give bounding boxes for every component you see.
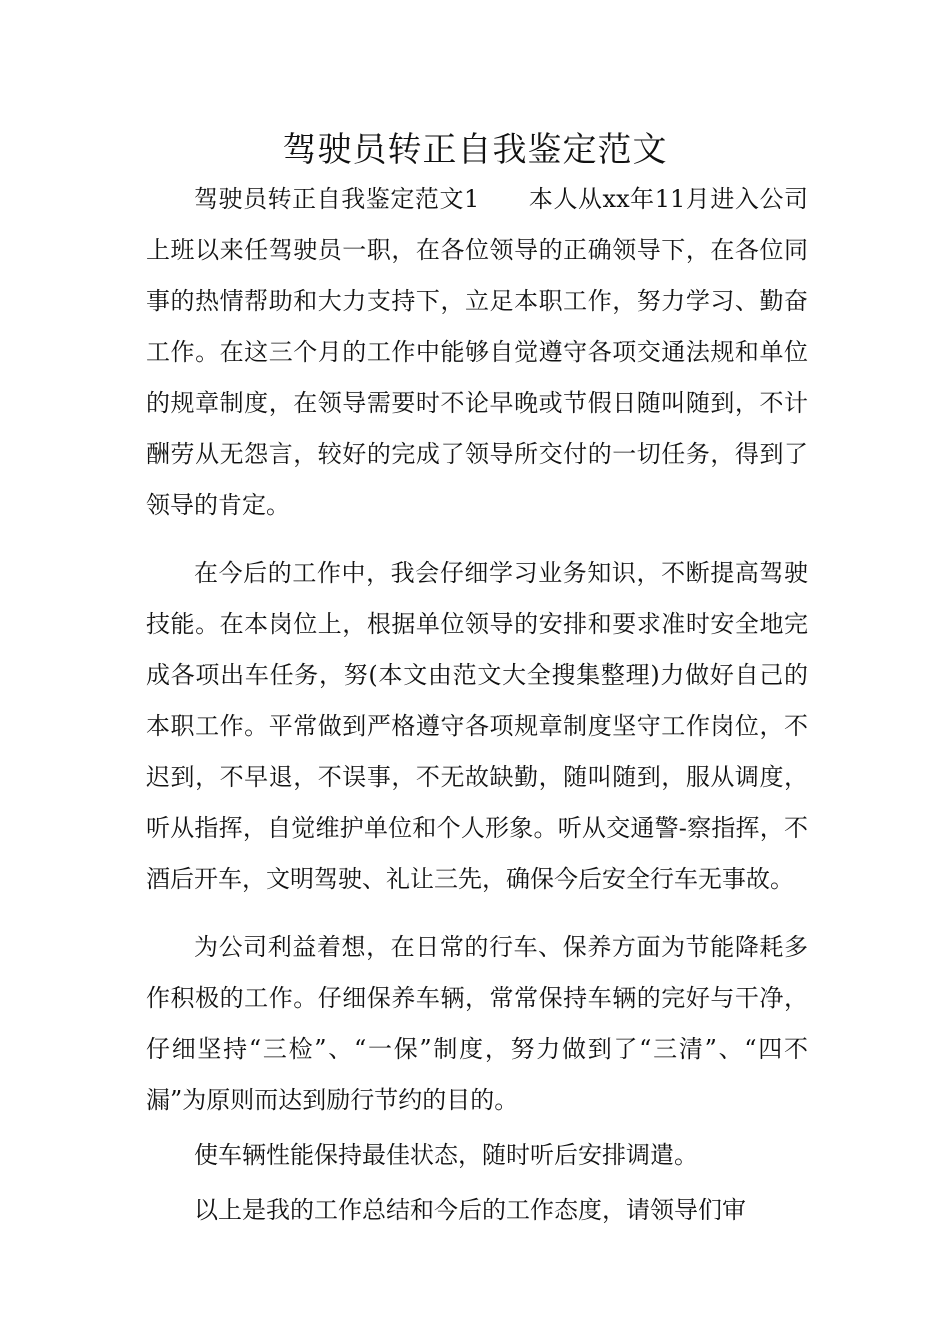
paragraph-5: 以上是我的工作总结和今后的工作态度，请领导们审	[194, 1196, 746, 1224]
document-body	[146, 174, 808, 1236]
paragraph-2: 在今后的工作中，我会仔细学习业务知识，不断提高驾驶技能。在本岗位上，根据单位领导的安排和要求准时安全地完成各项出车任务，努(本文由范文大全搜集整理)力做好自己的本职工作。平常做到严格遵守各项规章制度坚守工作岗位，不迟到，不早退，不误事，不无故缺勤，随叫随到，服从调度，听从指挥，自觉维护单位和个人形象。听从交通警-察指挥，不酒后开车，文明驾驶、礼让三先，确保今后安全行车无事故。	[146, 559, 808, 893]
paragraph-3: 为公司利益着想，在日常的行车、保养方面为节能降耗多作积极的工作。仔细保养车辆，常常保持车辆的完好与干净，仔细坚持“三检”、“一保”制度，努力做到了“三清”、“四不漏”为原则而达到励行节约的目的。	[146, 933, 808, 1114]
paragraph-4: 使车辆性能保持最佳状态，随时听后安排调遣。	[194, 1141, 698, 1169]
document-title: 驾驶员转正自我鉴定范文	[282, 130, 668, 170]
paragraph-1: 驾驶员转正自我鉴定范文1 本人从xx年11月进入公司上班以来任驾驶员一职，在各位领导的正确领导下，在各位同事的热情帮助和大力支持下，立足本职工作，努力学习、勤奋工作。在这三个月的工作中能够自觉遵守各项交通法规和单位的规章制度，在领导需要时不论早晚或节假日随叫随到，不计酬劳从无怨言，较好的完成了领导所交付的一切任务，得到了领导的肯定。	[146, 185, 808, 519]
